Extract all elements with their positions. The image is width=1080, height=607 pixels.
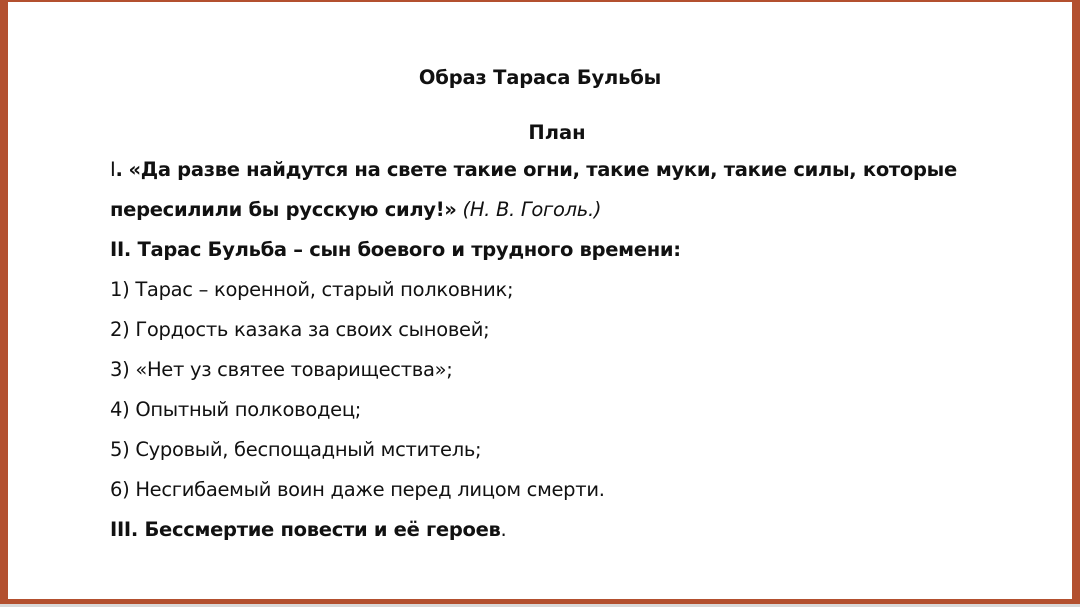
section-2-heading: II. Тарас Бульба – сын боевого и трудного времени: — [110, 238, 681, 261]
section-1-attribution: (Н. В. Гоголь.) — [462, 198, 602, 221]
list-item: 5) Суровый, беспощадный мститель; — [110, 438, 482, 461]
section-3-dot: . — [500, 518, 507, 541]
document-subtitle: План — [528, 121, 586, 144]
section-1-numeral: I — [110, 158, 116, 181]
plan-content — [110, 150, 1010, 550]
list-item: 6) Несгибаемый воин даже перед лицом смерти. — [110, 478, 605, 501]
list-item: 2) Гордость казака за своих сыновей; — [110, 318, 490, 341]
section-1-quote-part-2: пересилили бы русскую силу!» — [110, 198, 457, 221]
list-item: 4) Опытный полководец; — [110, 398, 362, 421]
section-3-line — [110, 510, 1010, 550]
list-item: 3) «Нет уз святее товарищества»; — [110, 358, 453, 381]
list-item: 1) Тарас – коренной, старый полковник; — [110, 278, 514, 301]
section-1-line-1 — [110, 150, 1010, 190]
section-1-dot: . — [115, 158, 123, 181]
document-title: Образ Тараса Бульбы — [418, 66, 662, 89]
section-3-heading: III. Бессмертие повести и её героев — [110, 518, 501, 541]
section-1-quote-part-1: «Да разве найдутся на свете такие огни, такие муки, такие силы, которые — [128, 158, 957, 181]
section-1-line-2 — [110, 190, 1010, 230]
